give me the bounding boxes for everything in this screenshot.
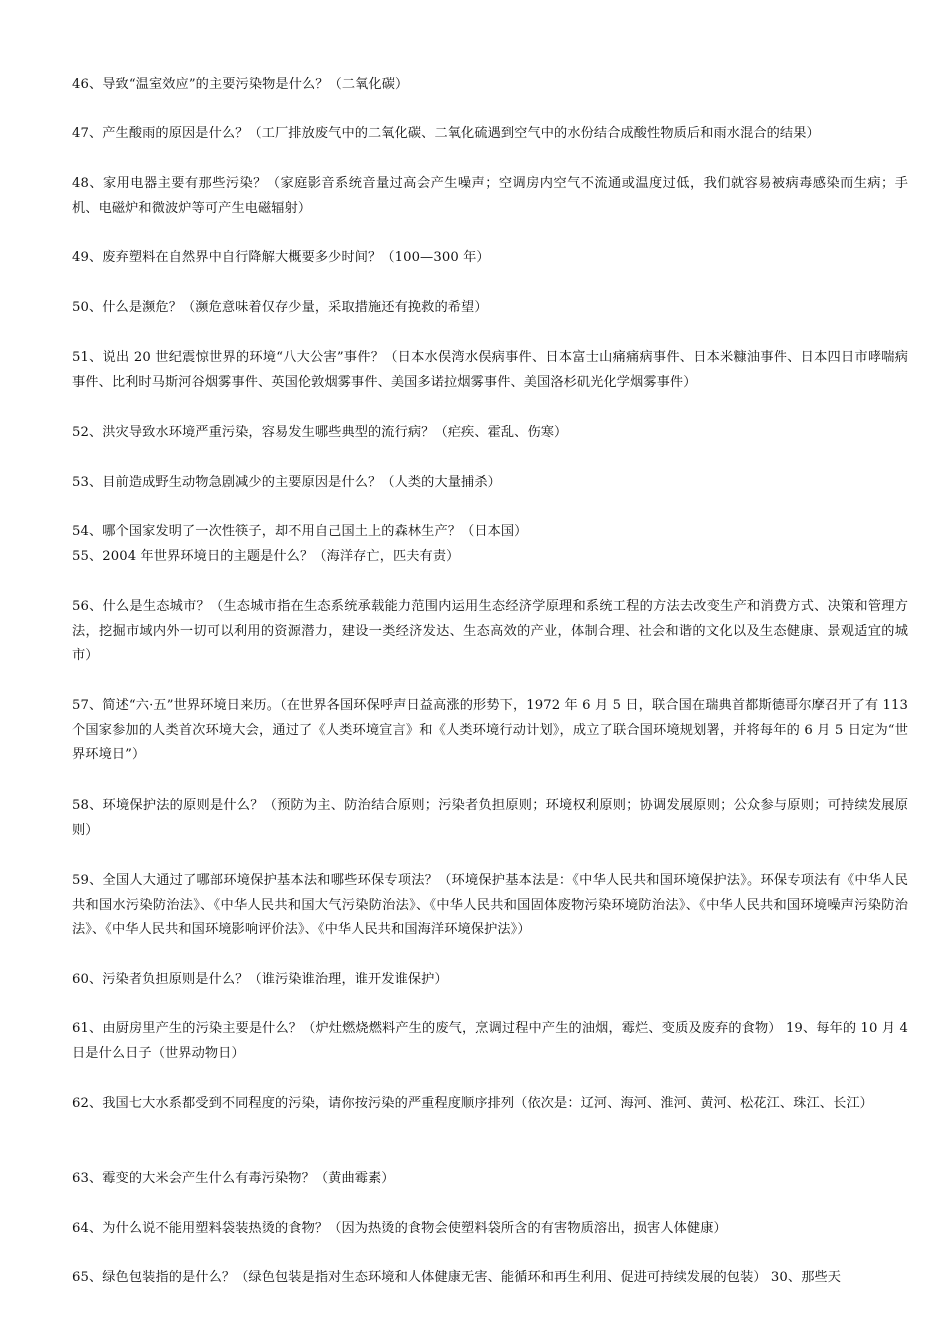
qa-item-64: 64、为什么说不能用塑料袋装热烫的食物？（因为热烫的食物会使塑料袋所含的有害物质溶出，损害人体健康）: [72, 1221, 727, 1236]
qa-item-53: 53、目前造成野生动物急剧减少的主要原因是什么？（人类的大量捕杀）: [72, 475, 501, 490]
qa-item-65: 65、绿色包装指的是什么？（绿色包装是指对生态环境和人体健康无害、能循环和再生利用、促进可持续发展的包装） 30、那些天: [72, 1270, 842, 1285]
qa-item-61: 61、由厨房里产生的污染主要是什么？（炉灶燃烧燃料产生的废气，烹调过程中产生的油烟，霉烂、变质及废弃的食物） 19、每年的 10 月 4 日是什么日子（世界动物日）: [72, 1021, 908, 1061]
qa-item-59: 59、全国人大通过了哪部环境保护基本法和哪些环保专项法？（环境保护基本法是：《中华人民共和国环境保护法》。环保专项法有《中华人民共和国水污染防治法》、《中华人民共和国大气污染防治法》、《中华人民共和国固体废物污染环境防治法》、《中华人民共和国环境噪声污染防治法》、《中华人民共和国环境影响评价法》、《中华人民共和国海洋环境保护法》）: [72, 873, 908, 937]
qa-item-58: 58、环境保护法的原则是什么？（预防为主、防治结合原则；污染者负担原则；环境权利原则；协调发展原则；公众参与原则；可持续发展原则）: [72, 798, 908, 838]
qa-item-49: 49、废弃塑料在自然界中自行降解大概要多少时间？（100—300 年）: [72, 250, 490, 265]
qa-item-50: 50、什么是濒危？（濒危意味着仅存少量，采取措施还有挽救的希望）: [72, 300, 488, 315]
qa-item-46: 46、导致“温室效应”的主要污染物是什么？（二氧化碳）: [72, 77, 409, 92]
qa-item-60: 60、污染者负担原则是什么？（谁污染谁治理，谁开发谁保护）: [72, 972, 448, 987]
qa-item-52: 52、洪灾导致水环境严重污染，容易发生哪些典型的流行病？（疟疾、霍乱、伤寒）: [72, 425, 568, 440]
qa-item-47: 47、产生酸雨的原因是什么？（工厂排放废气中的二氧化碳、二氧化硫遇到空气中的水份结合成酸性物质后和雨水混合的结果）: [72, 126, 820, 141]
qa-item-55: 55、2004 年世界环境日的主题是什么？（海洋存亡，匹夫有责）: [72, 549, 460, 564]
qa-item-57: 57、简述“六·五”世界环境日来历。（在世界各国环保呼声日益高涨的形势下，1972 年 6 月 5 日，联合国在瑞典首都斯德哥尔摩召开了有 113 个国家参加的人类首次环境大会，通过了《人类环境宣言》和《人类环境行动计划》，成立了联合国环境规划署，并将每年的 6 月 5 日定为“世界环境日”）: [72, 698, 908, 762]
qa-item-48: 48、家用电器主要有那些污染？（家庭影音系统音量过高会产生噪声；空调房内空气不流通或温度过低，我们就容易被病毒感染而生病；手机、电磁炉和微波炉等可产生电磁辐射）: [72, 176, 908, 216]
qa-item-56: 56、什么是生态城市？（生态城市指在生态系统承载能力范围内运用生态经济学原理和系统工程的方法去改变生产和消费方式、决策和管理方法，挖掘市域内外一切可以利用的资源潜力，建设一类经济发达、生态高效的产业，体制合理、社会和谐的文化以及生态健康、景观适宜的城市）: [72, 599, 908, 663]
qa-item-62: 62、我国七大水系都受到不同程度的污染，请你按污染的严重程度顺序排列（依次是：辽河、海河、淮河、黄河、松花江、珠江、长江）: [72, 1096, 873, 1111]
qa-item-54: 54、哪个国家发明了一次性筷子，却不用自己国土上的森林生产？（日本国）: [72, 524, 528, 539]
qa-item-51: 51、说出 20 世纪震惊世界的环境“八大公害”事件？（日本水俣湾水俣病事件、日本富士山痛痛病事件、日本米糠油事件、日本四日市哮喘病事件、比利时马斯河谷烟雾事件、英国伦敦烟雾事件、美国多诺拉烟雾事件、美国洛杉矶光化学烟雾事件）: [72, 350, 908, 390]
qa-item-63: 63、霉变的大米会产生什么有毒污染物？（黄曲霉素）: [72, 1171, 395, 1186]
